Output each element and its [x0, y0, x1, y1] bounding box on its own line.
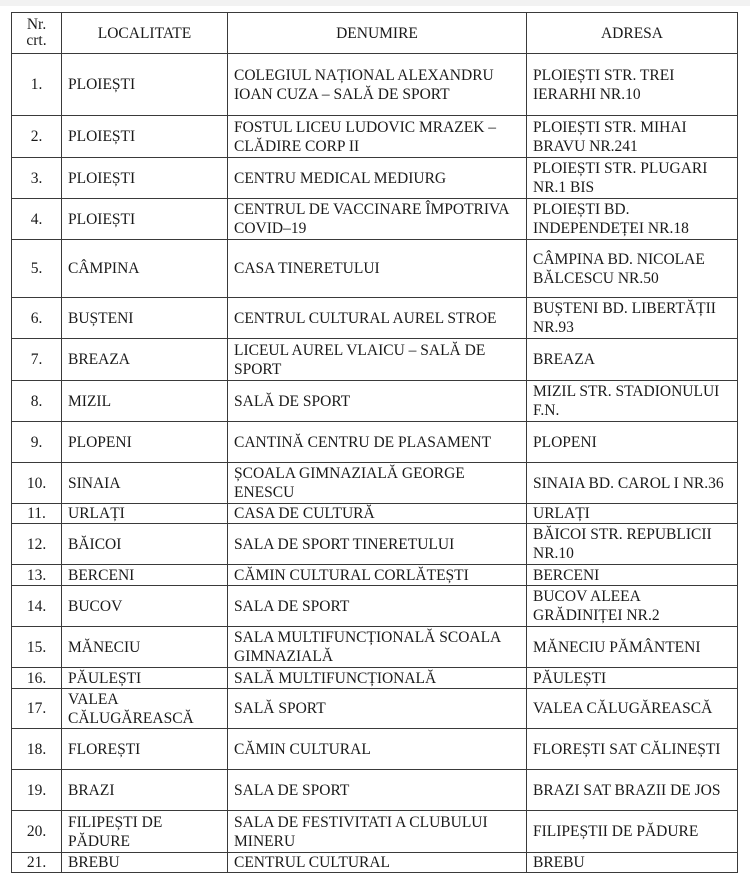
- cell-adresa: BREAZA: [527, 339, 738, 381]
- table-row: [12, 199, 738, 240]
- cell-nr: 18.: [12, 729, 62, 770]
- cell-localitate: URLAȚI: [62, 504, 228, 524]
- table-row: [12, 811, 738, 853]
- table-row: [12, 524, 738, 565]
- cell-nr: 2.: [12, 116, 62, 158]
- table-header-row: [12, 13, 738, 54]
- cell-denumire: CENTRU MEDICAL MEDIURG: [228, 158, 527, 199]
- cell-denumire: CASA TINERETULUI: [228, 240, 527, 298]
- cell-localitate: BUCOV: [62, 586, 228, 627]
- cell-localitate: MĂNECIU: [62, 627, 228, 668]
- cell-denumire: CĂMIN CULTURAL: [228, 729, 527, 770]
- cell-localitate: PLOPENI: [62, 422, 228, 463]
- cell-nr: 12.: [12, 524, 62, 565]
- cell-localitate: PLOIEȘTI: [62, 116, 228, 158]
- cell-denumire: SALA MULTIFUNCȚIONALĂ SCOALA GIMNAZIALĂ: [228, 627, 527, 668]
- cell-denumire: SALĂ MULTIFUNCȚIONALĂ: [228, 668, 527, 689]
- table-row: [12, 668, 738, 689]
- cell-localitate: FLOREȘTI: [62, 729, 228, 770]
- cell-localitate: BRAZI: [62, 770, 228, 811]
- header-adresa: ADRESA: [527, 13, 738, 54]
- cell-denumire: FOSTUL LICEU LUDOVIC MRAZEK – CLĂDIRE CORP II: [228, 116, 527, 158]
- cell-localitate: BĂICOI: [62, 524, 228, 565]
- cell-denumire: LICEUL AUREL VLAICU – SALĂ DE SPORT: [228, 339, 527, 381]
- cell-denumire: CASA DE CULTURĂ: [228, 504, 527, 524]
- cell-denumire: SALĂ SPORT: [228, 689, 527, 729]
- cell-adresa: PLOPENI: [527, 422, 738, 463]
- cell-denumire: CENTRUL CULTURAL AUREL STROE: [228, 298, 527, 339]
- header-localitate: LOCALITATE: [62, 13, 228, 54]
- cell-nr: 3.: [12, 158, 62, 199]
- cell-adresa: MIZIL STR. STADIONULUI F.N.: [527, 381, 738, 422]
- table-row: [12, 463, 738, 504]
- cell-adresa: CÂMPINA BD. NICOLAE BĂLCESCU NR.50: [527, 240, 738, 298]
- cell-denumire: SALĂ DE SPORT: [228, 381, 527, 422]
- cell-nr: 20.: [12, 811, 62, 853]
- cell-adresa: PLOIEȘTI STR. TREI IERARHI NR.10: [527, 54, 738, 116]
- cell-adresa: PLOIEȘTI STR. PLUGARI NR.1 BIS: [527, 158, 738, 199]
- cell-adresa: FILIPEȘTII DE PĂDURE: [527, 811, 738, 853]
- table-row: [12, 381, 738, 422]
- top-strip: [0, 0, 750, 6]
- table-row: [12, 504, 738, 524]
- cell-adresa: URLAȚI: [527, 504, 738, 524]
- table-row: [12, 729, 738, 770]
- cell-adresa: BERCENI: [527, 565, 738, 586]
- cell-localitate: BREAZA: [62, 339, 228, 381]
- cell-nr: 6.: [12, 298, 62, 339]
- cell-nr: 19.: [12, 770, 62, 811]
- table-row: [12, 586, 738, 627]
- cell-localitate: VALEA CĂLUGĂREASCĂ: [62, 689, 228, 729]
- cell-nr: 14.: [12, 586, 62, 627]
- table-row: [12, 689, 738, 729]
- table-row: [12, 339, 738, 381]
- cell-denumire: CĂMIN CULTURAL CORLĂTEȘTI: [228, 565, 527, 586]
- cell-denumire: SALA DE SPORT: [228, 770, 527, 811]
- table-row: [12, 116, 738, 158]
- cell-adresa: BUCOV ALEEA GRĂDINIȚEI NR.2: [527, 586, 738, 627]
- cell-localitate: BUȘTENI: [62, 298, 228, 339]
- cell-denumire: ȘCOALA GIMNAZIALĂ GEORGE ENESCU: [228, 463, 527, 504]
- table-row: [12, 627, 738, 668]
- cell-denumire: CENTRUL DE VACCINARE ÎMPOTRIVA COVID–19: [228, 199, 527, 240]
- cell-adresa: BREBU: [527, 853, 738, 873]
- table-row: [12, 54, 738, 116]
- cell-nr: 8.: [12, 381, 62, 422]
- header-nr-crt: [12, 13, 62, 54]
- table-row: [12, 565, 738, 586]
- cell-adresa: PLOIEȘTI BD. INDEPENDEȚEI NR.18: [527, 199, 738, 240]
- cell-localitate: BERCENI: [62, 565, 228, 586]
- cell-adresa: BĂICOI STR. REPUBLICII NR.10: [527, 524, 738, 565]
- cell-localitate: FILIPEȘTI DE PĂDURE: [62, 811, 228, 853]
- cell-denumire: COLEGIUL NAȚIONAL ALEXANDRU IOAN CUZA – SALĂ DE SPORT: [228, 54, 527, 116]
- table-row: [12, 853, 738, 873]
- cell-nr: 17.: [12, 689, 62, 729]
- cell-nr: 11.: [12, 504, 62, 524]
- header-nr-line2: crt.: [26, 32, 47, 49]
- cell-denumire: SALA DE SPORT: [228, 586, 527, 627]
- cell-nr: 7.: [12, 339, 62, 381]
- header-nr-line1: Nr.: [26, 16, 47, 33]
- table-row: [12, 240, 738, 298]
- cell-adresa: MĂNECIU PĂMÂNTENI: [527, 627, 738, 668]
- cell-localitate: MIZIL: [62, 381, 228, 422]
- cell-nr: 1.: [12, 54, 62, 116]
- cell-adresa: SINAIA BD. CAROL I NR.36: [527, 463, 738, 504]
- cell-localitate: PLOIEȘTI: [62, 158, 228, 199]
- locations-table: [11, 12, 738, 873]
- table-row: [12, 298, 738, 339]
- cell-nr: 15.: [12, 627, 62, 668]
- cell-nr: 21.: [12, 853, 62, 873]
- cell-nr: 13.: [12, 565, 62, 586]
- cell-adresa: FLOREȘTI SAT CĂLINEȘTI: [527, 729, 738, 770]
- table-row: [12, 770, 738, 811]
- cell-localitate: BREBU: [62, 853, 228, 873]
- cell-nr: 5.: [12, 240, 62, 298]
- cell-adresa: BRAZI SAT BRAZII DE JOS: [527, 770, 738, 811]
- cell-denumire: SALA DE FESTIVITATI A CLUBULUI MINERU: [228, 811, 527, 853]
- cell-adresa: PĂULEȘTI: [527, 668, 738, 689]
- table-row: [12, 158, 738, 199]
- cell-nr: 9.: [12, 422, 62, 463]
- cell-nr: 10.: [12, 463, 62, 504]
- cell-denumire: CENTRUL CULTURAL: [228, 853, 527, 873]
- cell-localitate: CÂMPINA: [62, 240, 228, 298]
- cell-nr: 16.: [12, 668, 62, 689]
- cell-localitate: SINAIA: [62, 463, 228, 504]
- cell-adresa: PLOIEȘTI STR. MIHAI BRAVU NR.241: [527, 116, 738, 158]
- cell-denumire: SALA DE SPORT TINERETULUI: [228, 524, 527, 565]
- cell-localitate: PĂULEȘTI: [62, 668, 228, 689]
- header-denumire: DENUMIRE: [228, 13, 527, 54]
- cell-adresa: BUȘTENI BD. LIBERTĂȚII NR.93: [527, 298, 738, 339]
- cell-localitate: PLOIEȘTI: [62, 54, 228, 116]
- cell-nr: 4.: [12, 199, 62, 240]
- cell-localitate: PLOIEȘTI: [62, 199, 228, 240]
- cell-denumire: CANTINĂ CENTRU DE PLASAMENT: [228, 422, 527, 463]
- cell-adresa: VALEA CĂLUGĂREASCĂ: [527, 689, 738, 729]
- table-row: [12, 422, 738, 463]
